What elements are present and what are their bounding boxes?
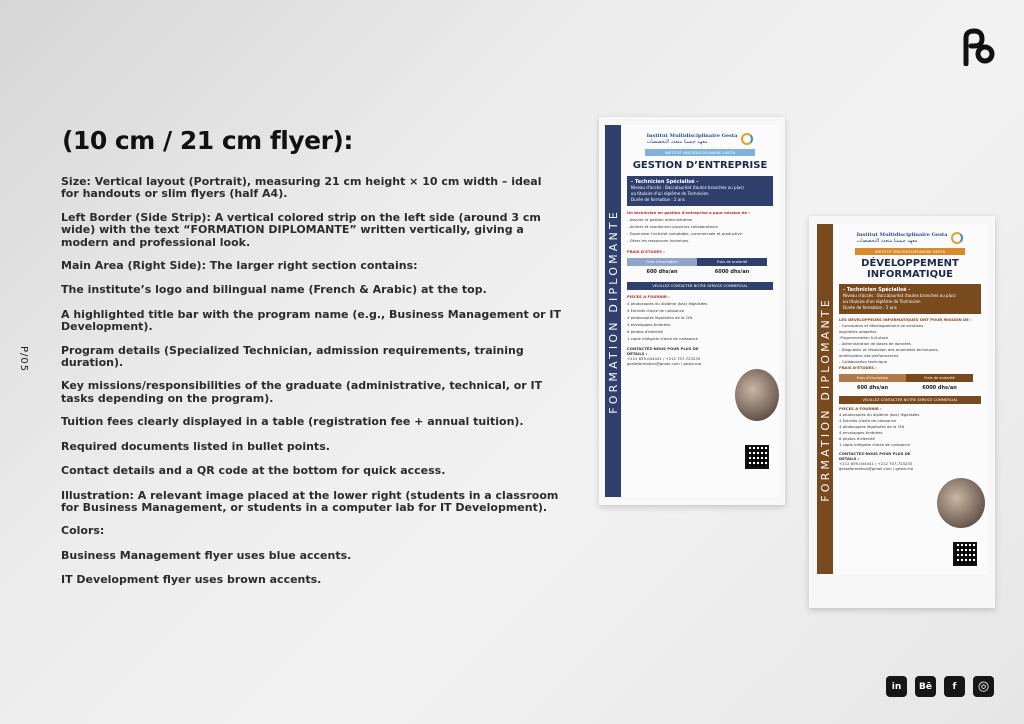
mission-item: - Collaboration technique <box>839 359 888 364</box>
doc-item: 4 Extraits d'acte de naissance <box>839 418 897 423</box>
brand-logo <box>962 28 996 66</box>
doc-item: 4 photocopies légalisées de la CIN <box>839 424 905 429</box>
paragraph: Business Management flyer uses blue accents. <box>61 548 352 562</box>
fee-header: Frais d'inscription <box>839 374 906 382</box>
contact-phone: +212 639-044441 / +212 707-723233 <box>627 356 701 361</box>
institute-name: Institut Multidisciplinaire Gesta <box>646 133 738 139</box>
paragraph: Size: Vertical layout (Portrait), measuring 21 cm height × 10 cm width – ideal for handouts or slim flyers (half A4). <box>61 175 542 201</box>
page-title: (10 cm / 21 cm flyer): <box>62 126 353 155</box>
mission-item: - Animer et coordonner plusieurs collaborateurs <box>627 224 718 229</box>
paragraph: Contact details and a QR code at the bottom for quick access. <box>61 464 446 478</box>
mission-item: - Assurer la gestion administrative <box>627 217 693 222</box>
institute-bar: INSTITUT MULTIDISCIPLINAIRE GESTA <box>855 248 965 255</box>
mission-item: -Programmation full-stack <box>839 335 889 340</box>
fees-title: FRAIS D'ETUDES : <box>627 249 665 254</box>
program-title <box>839 258 981 280</box>
mission-item: amélioration des performances <box>839 353 899 358</box>
doc-item: 4 photocopies légalisées de la CIN <box>627 315 693 320</box>
program-title-line: DÉVELOPPEMENT <box>861 258 959 269</box>
docs-title: PIECES A FOURNIR : <box>839 406 882 411</box>
mission-item: - Administration de bases de données <box>839 341 911 346</box>
fees-table <box>839 374 973 394</box>
paragraph: Illustration: A relevant image placed at the lower right (students in a classroom for Business Management, or students in a computer lab for IT Development). <box>61 488 559 514</box>
institute-logo-icon <box>741 133 753 145</box>
paragraph: Tuition fees clearly displayed in a table (registration fee + annual tuition). <box>61 415 524 429</box>
tech-line: Durée de formation : 2 ans <box>843 305 897 310</box>
contact-title: CONTACTEZ-NOUS POUR PLUS DE DETAILS : <box>627 346 699 356</box>
contact-bar: VEUILLEZ CONTACTER NOTRE SERVICE COMMERCIAL <box>627 282 773 290</box>
mission-item: - Gérer les ressources humaines. <box>627 238 690 243</box>
doc-item: 4 enveloppes timbrées <box>627 322 671 327</box>
tech-line: Niveau d'accès : Baccalauréat (toutes branches ou plus) <box>631 185 744 190</box>
institute-logo-icon <box>951 232 963 244</box>
paragraph: The institute’s logo and bilingual name (French & Arabic) at the top. <box>61 283 487 297</box>
paragraph: Key missions/responsibilities of the graduate (administrative, technical, or IT tasks depending on the program). <box>61 379 543 405</box>
docs-title: PIECES A FOURNIR : <box>627 294 670 299</box>
linkedin-icon[interactable]: in <box>886 676 907 697</box>
mission-item: - Superviser l'activité comptable, commerciale et productive <box>627 231 742 236</box>
social-links <box>886 676 994 697</box>
paragraph: Main Area (Right Side): The larger right section contains: <box>61 259 418 273</box>
institute-header <box>627 133 773 145</box>
qr-code <box>953 542 977 566</box>
tech-line: ou titulaire d'un diplôme de Technicien <box>631 191 709 196</box>
mission-item: - Diagnostic et résolution des anomalies techniques, <box>839 347 939 352</box>
doc-item: 4 photocopies du diplôme (bac) légalisées <box>627 301 708 306</box>
flyer-business-management <box>599 117 785 505</box>
institute-header <box>839 232 981 244</box>
contact-bar: VEUILLEZ CONTACTER NOTRE SERVICE COMMERCIAL <box>839 396 981 404</box>
fee-header: Frais de scolarité <box>697 258 767 266</box>
page-number: P/05 <box>18 346 29 373</box>
fee-value: 600 dhs/an <box>646 269 678 275</box>
fees-title: FRAIS D'ETUDES : <box>839 365 877 370</box>
program-title-line: INFORMATIQUE <box>866 269 954 280</box>
side-strip <box>605 125 621 497</box>
contact-email: gestaformation@gmail.com / gesta.ma <box>627 361 702 366</box>
classroom-photo <box>735 369 779 421</box>
mission-title: Un technicien en gestion d'entreprise a pour mission de : <box>627 210 750 215</box>
doc-item: 4 photocopies du diplôme (bac) légalisées <box>839 412 920 417</box>
doc-item: 1 copie intégrale d'acte de naissance <box>839 442 910 447</box>
mission-item: logicielles adaptées <box>839 329 877 334</box>
institute-name-arabic: معهد جيستا متعدد التخصصات <box>856 238 918 244</box>
institute-name: Institut Multidisciplinaire Gesta <box>856 232 948 238</box>
contact-phone: +212 639-044441 / +212 707-723233 <box>839 461 913 466</box>
side-strip <box>817 224 833 574</box>
paragraph: IT Development flyer uses brown accents. <box>61 573 322 587</box>
doc-item: 1 copie intégrale d'acte de naissance <box>627 336 698 341</box>
contact-email: gestaformation@gmail.com / gesta.ma <box>839 466 914 471</box>
institute-name-arabic: معهد جيستا متعدد التخصصات <box>646 139 708 145</box>
fee-value: 6000 dhs/an <box>714 269 750 275</box>
paragraph: A highlighted title bar with the program name (e.g., Business Management or IT Development). <box>61 307 562 334</box>
technician-box <box>839 284 981 314</box>
paragraph: Program details (Specialized Technician, admission requirements, training duration). <box>61 343 524 370</box>
doc-item: 6 photos d'identité <box>839 436 875 441</box>
fee-value: 6000 dhs/an <box>922 385 957 391</box>
qr-code <box>745 445 769 469</box>
mission-title: LES DÉVELOPPEURS INFORMATIQUES ONT POUR MISSION DE : <box>839 317 972 322</box>
facebook-icon[interactable]: f <box>944 676 965 697</box>
paragraph: Required documents listed in bullet points. <box>61 439 330 453</box>
technician-title: - Technicien Spécialisé - <box>631 179 699 185</box>
paragraph: Left Border (Side Strip): A vertical colored strip on the left side (around 3 cm wide) with the text “FORMATION DIPLOMANTE” written vertically, giving a modern and professional look. <box>61 210 541 249</box>
computer-lab-photo <box>937 478 985 528</box>
program-title: GESTION D’ENTREPRISE <box>632 160 768 171</box>
fee-header: Frais d'inscription <box>627 258 697 266</box>
fee-header: Frais de scolarité <box>906 374 973 382</box>
fee-value: 600 dhs/an <box>856 385 889 391</box>
flyer-it-development <box>809 216 995 608</box>
doc-item: 6 photos d'identité <box>627 329 663 334</box>
doc-item: 4 enveloppes timbrées <box>839 430 883 435</box>
behance-icon[interactable]: Bē <box>915 676 936 697</box>
fees-table <box>627 258 767 278</box>
tech-line: Niveau d'accès : Baccalauréat (toutes branches ou plus) <box>843 293 956 298</box>
strip-text: FORMATION DIPLOMANTE <box>606 208 620 414</box>
strip-text: FORMATION DIPLOMANTE <box>818 296 832 502</box>
tech-line: ou titulaire d'un diplôme de Technicien <box>843 299 921 304</box>
contact-title: CONTACTEZ-NOUS POUR PLUS DE DETAILS : <box>839 451 911 461</box>
paragraph: Colors: <box>61 524 105 538</box>
tech-line: Durée de formation : 2 ans <box>631 197 685 202</box>
doc-item: 4 Extraits d'acte de naissance <box>627 308 685 313</box>
technician-title: - Technicien Spécialisé - <box>843 287 911 293</box>
instagram-icon[interactable]: ◎ <box>973 676 994 697</box>
description-text <box>61 176 561 598</box>
institute-bar: INSTITUT MULTIDISCIPLINAIRE GESTA <box>645 149 755 156</box>
mission-item: - Conception et développement de solutions <box>839 323 924 328</box>
technician-box <box>627 176 773 206</box>
